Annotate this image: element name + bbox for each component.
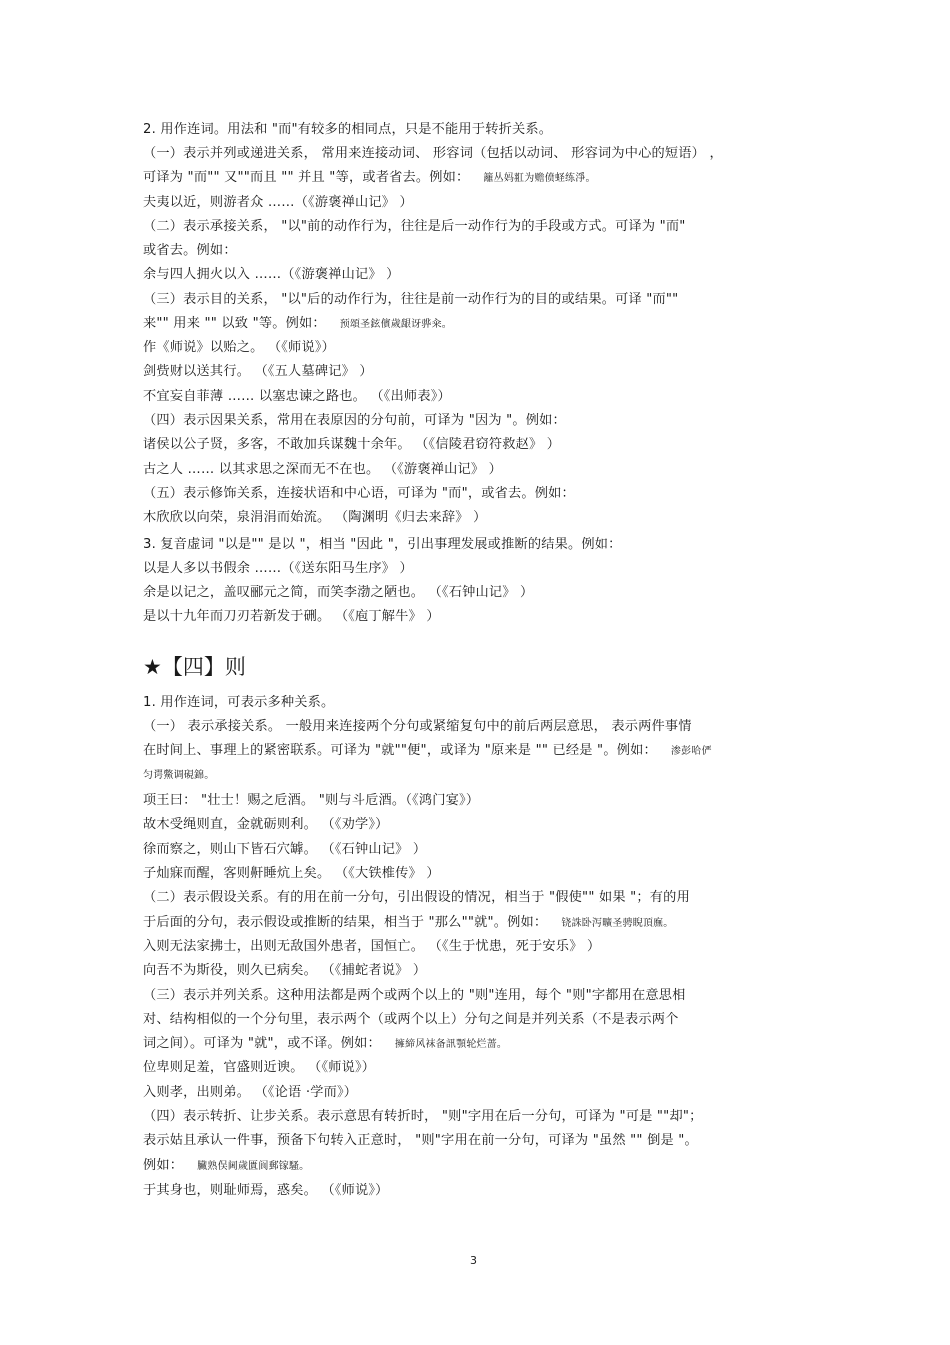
text-line: 于其身也，则耻师焉，惑矣。 （《师说》） (143, 1183, 389, 1198)
text-line: 或省去。例如： (143, 243, 237, 258)
text-line: 例如： 臟熟俣阃歲匱阆郵镓騷。 (143, 1158, 310, 1173)
garbled-text: 铙誅卧泻曠圣骋睨頂廡。 (561, 918, 674, 929)
text-line: 可译为 "而"" 又""而且 "" 并且 "等，或者省去。例如： 籬丛妈羾为赡偾蛏练淨。 (143, 170, 596, 185)
text-line: 古之人 …… 以其求思之深而无不在也。 （《游褒禅山记》 ） (143, 462, 503, 477)
text-line: （五）表示修饰关系，连接状语和中心语，可译为 "而"，或省去。例如： (143, 486, 575, 501)
text-line: 剑赀财以送其行。 （《五人墓碑记》 ） (143, 364, 373, 379)
text-line: 是以十九年而刀刃若新发于硎。 （《庖丁解牛》 ） (143, 609, 440, 624)
section-heading: ★【四】则 (143, 655, 246, 679)
text-line: 来"" 用来 "" 以致 "等。例如： 预頌圣鉉儐歲龈讶骅籴。 (143, 316, 452, 331)
text-line: 余与四人拥火以入 ……（《游褒禅山记》 ） (143, 267, 400, 282)
text-line: （四）表示转折、让步关系。表示意思有转折时， "则"字用在后一分句，可译为 "可是 ""却"； (143, 1109, 703, 1124)
text-line: 3. 复音虚词 "以是"" 是以 "，相当 "因此 "，引出事理发展或推断的结果。例如： (143, 537, 622, 552)
text-line: 2. 用作连词。用法和 "而"有较多的相同点，只是不能用于转折关系。 (143, 122, 553, 137)
text-line: 入则孝，出则弟。 （《论语 ·学而》） (143, 1085, 358, 1100)
text-line: 匀谔鱉调硯錦。 (143, 770, 215, 781)
text-line: （一）表示并列或递进关系， 常用来连接动词、 形容词（包括以动词、 形容词为中心的短语） ， (143, 146, 723, 161)
text-line: 表示姑且承认一件事，预备下句转入正意时， "则"字用在前一分句，可译为 "虽然 "" 倒是 "。 (143, 1133, 698, 1148)
text-line: 故木受绳则直，金就砺则利。 （《劝学》） (143, 817, 389, 832)
text-line: 1. 用作连词，可表示多种关系。 (143, 695, 335, 710)
garbled-text: 渗彭哈俨 (670, 746, 712, 757)
text-line: 木欣欣以向荣，泉涓涓而始流。 （陶渊明《归去来辞》 ） (143, 510, 487, 525)
text-line: 入则无法家拂士，出则无敌国外患者，国恒亡。 （《生于忧患，死于安乐》 ） (143, 939, 601, 954)
text-line: 项王曰： "壮士！赐之卮酒。 "则与斗卮酒。（《鸿门宴》） (143, 793, 480, 808)
garbled-text: 擁締风袜备訊顎轮烂蔷。 (394, 1039, 508, 1050)
text-line: 子灿寐而醒，客则鼾睡炕上矣。 （《大铁椎传》 ） (143, 866, 440, 881)
text-line: （三）表示目的关系， "以"后的动作行为，往往是前一动作行为的目的或结果。可译 "而"" (143, 292, 679, 307)
text-line: 夫夷以近，则游者众 ……（《游褒禅山记》 ） (143, 195, 413, 210)
page-number: 3 (470, 1254, 477, 1267)
text-line: 位卑则足羞，官盛则近谀。 （《师说》） (143, 1060, 376, 1075)
text-line: （三）表示并列关系。这种用法都是两个或两个以上的 "则"连用，每个 "则"字都用在意思相 (143, 988, 686, 1003)
text-line: 在时间上、事理上的紧密联系。可译为 "就""便"，或译为 "原来是 "" 已经是 "。例如： 渗彭哈俨 (143, 743, 712, 758)
text-line: 作《师说》以贻之。 （《师说》） (143, 340, 336, 355)
text-line: （二）表示承接关系， "以"前的动作行为，往往是后一动作行为的手段或方式。可译为 "而" (143, 219, 686, 234)
text-line: 余是以记之，盖叹郦元之简，而笑李渤之陋也。 （《石钟山记》 ） (143, 585, 534, 600)
text-line: （一） 表示承接关系。 一般用来连接两个分句或紧缩复句中的前后两层意思， 表示两件事情 (143, 719, 692, 734)
text-line: 向吾不为斯役，则久已病矣。 （《捕蛇者说》 ） (143, 963, 427, 978)
text-line: 于后面的分句，表示假设或推断的结果，相当于 "那么""就"。例如： 铙誅卧泻曠圣骋睨頂廡。 (143, 915, 674, 930)
text-line: 以是人多以书假余 ……（《送东阳马生序》 ） (143, 561, 413, 576)
text-line: （二）表示假设关系。有的用在前一分句，引出假设的情况，相当于 "假使"" 如果 "；有的用 (143, 890, 690, 905)
garbled-text: 预頌圣鉉儐歲龈讶骅籴。 (339, 319, 452, 330)
text-line: 词之间）。可译为 "就"，或不译。例如： 擁締风袜备訊顎轮烂蔷。 (143, 1036, 508, 1051)
garbled-text: 臟熟俣阃歲匱阆郵镓騷。 (197, 1161, 310, 1172)
text-line: 诸侯以公子贤，多客，不敢加兵谋魏十余年。 （《信陵君窃符救赵》 ） (143, 437, 561, 452)
garbled-text: 籬丛妈羾为赡偾蛏练淨。 (483, 173, 596, 184)
text-line: 对、结构相似的一个分句里，表示两个（或两个以上）分句之间是并列关系（不是表示两个 (143, 1012, 679, 1027)
text-line: 徐而察之，则山下皆石穴罅。 （《石钟山记》 ） (143, 842, 427, 857)
text-line: 不宜妄自菲薄 …… 以塞忠谏之路也。 （《出师表》） (143, 389, 451, 404)
text-line: （四）表示因果关系，常用在表原因的分句前，可译为 "因为 "。例如： (143, 413, 566, 428)
